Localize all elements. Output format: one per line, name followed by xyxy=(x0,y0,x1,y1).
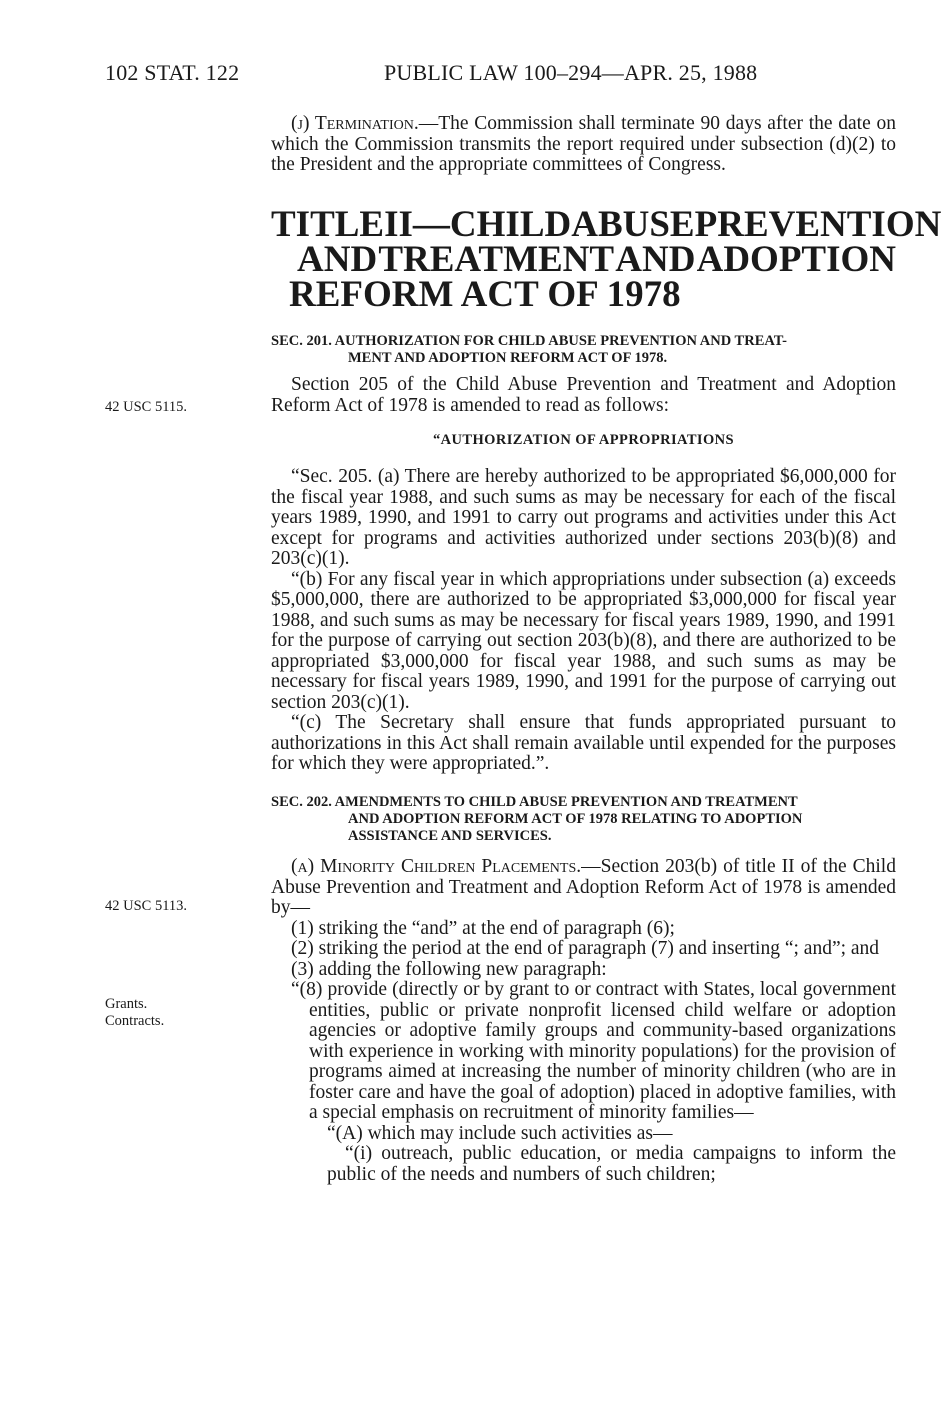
sec202-item-2: (2) striking the period at the end of paragraph (7) and inserting “; and”; and xyxy=(291,938,880,959)
title-word: PREVENTION xyxy=(694,204,942,245)
title-word: II—CHILD xyxy=(384,204,572,245)
sec202-paragraph-8: “(8) provide (directly or by grant to or contract with States, local government entities, public or private nonprofit licensed child welfare or adoption agencies or adoptive family groups and community-based organizations with experience in working with minority populations) for the provision of programs aimed at increasing the number of minority children (who are in foster care and have the goal of adoption) placed in adoptive families, with a special emphasis on recruitment of minority families— xyxy=(291,979,896,1123)
sec205-para-c: “(c) The Secretary shall ensure that funds appropriated pursuant to authorizations in this Act shall remain available until expended for the purposes for which they were appropriated.”. xyxy=(271,712,896,774)
title-word: TITLE xyxy=(271,204,385,245)
margin-note-5113: 42 USC 5113. xyxy=(105,898,188,914)
sec205-para-b: “(b) For any fiscal year in which appropriations under subsection (a) exceeds $5,000,000, there are authorized to be appropriated $3,000,000 for fiscal year 1988, and such sums as may be necessary for fiscal years 1989, 1990, and 1991 for the purpose of carrying out section 203(b)(8), and there are authorized to be appropriated $3,000,000 for fiscal year 1988, and such sums as may be necessary for fiscal years 1989, 1990, and 1991 for the purpose of carrying out section 203(c)(1). xyxy=(271,568,896,713)
sec202-clause-i: “(i) outreach, public education, or media campaigns to inform the public of the needs and numbers of such children; xyxy=(327,1143,896,1185)
sec202-para-a-lead: (a) Minority Children Placements. xyxy=(291,856,582,877)
sec202-heading xyxy=(271,794,896,845)
running-header: PUBLIC LAW 100–294—APR. 25, 1988 xyxy=(384,60,758,85)
title-word: AND xyxy=(297,239,378,280)
sec201-intro-text: Section 205 of the Child Abuse Prevention and Treatment and Adoption Reform Act of 1978 is amended to read as follows: xyxy=(271,374,896,416)
sec202-subparagraph-A: “(A) which may include such activities as— xyxy=(327,1122,673,1144)
margin-note-contracts: Contracts. xyxy=(105,1013,165,1029)
sec201-heading-line1: SEC. 201. AUTHORIZATION FOR CHILD ABUSE PREVENTION AND TREAT- xyxy=(271,333,787,349)
termination-paragraph xyxy=(271,114,896,176)
title-word: TREATMENT xyxy=(378,239,615,280)
sec201-heading-line2: MENT AND ADOPTION REFORM ACT OF 1978. xyxy=(348,350,668,366)
sec202-heading-line2: AND ADOPTION REFORM ACT OF 1978 RELATING TO ADOPTION xyxy=(348,811,803,827)
sec201-heading xyxy=(271,333,896,367)
sec202-para-a-text: —Section 203(b) of title II of the Child Abuse Prevention and Treatment and Adoption Reform Act of 1978 is amended by— xyxy=(271,856,896,918)
title-word: ADOPTION xyxy=(696,239,896,280)
sec201-intro xyxy=(271,375,896,416)
margin-note-grants: Grants. xyxy=(105,996,148,1012)
sec205-body xyxy=(271,467,896,775)
page-stat-number: 102 STAT. 122 xyxy=(105,60,240,85)
sec202-heading-line3: ASSISTANCE AND SERVICES. xyxy=(348,828,552,844)
sec202-item-1: (1) striking the “and” at the end of paragraph (6); xyxy=(291,917,675,939)
margin-note-5115: 42 USC 5115. xyxy=(105,399,188,415)
termination-lead: (j) Termination. xyxy=(291,113,419,134)
sec205-para-a: “Sec. 205. (a) There are hereby authorized to be appropriated $6,000,000 for the fiscal year 1988, and such sums as may be necessary for each of the fiscal years 1989, 1990, and 1991 to carry out programs and activities under this Act except for programs and activities authorized under sections 203(b)(8) and 203(c)(1). xyxy=(271,466,896,569)
sec202-body xyxy=(271,857,896,1185)
appropriations-subheading: “AUTHORIZATION OF APPROPRIATIONS xyxy=(433,432,734,448)
title-line-3: REFORM ACT OF 1978 xyxy=(289,274,681,315)
title-word: AND xyxy=(615,239,696,280)
sec202-heading-line1: SEC. 202. AMENDMENTS TO CHILD ABUSE PREVENTION AND TREATMENT xyxy=(271,794,798,810)
title-heading xyxy=(271,204,942,315)
sec202-item-3: (3) adding the following new paragraph: xyxy=(291,958,607,980)
title-word: ABUSE xyxy=(571,204,695,245)
termination-text: —The Commission shall terminate 90 days after the date on which the Commission transmits the report required under subsection (d)(2) to the President and the appropriate committees of Congress. xyxy=(271,113,896,175)
